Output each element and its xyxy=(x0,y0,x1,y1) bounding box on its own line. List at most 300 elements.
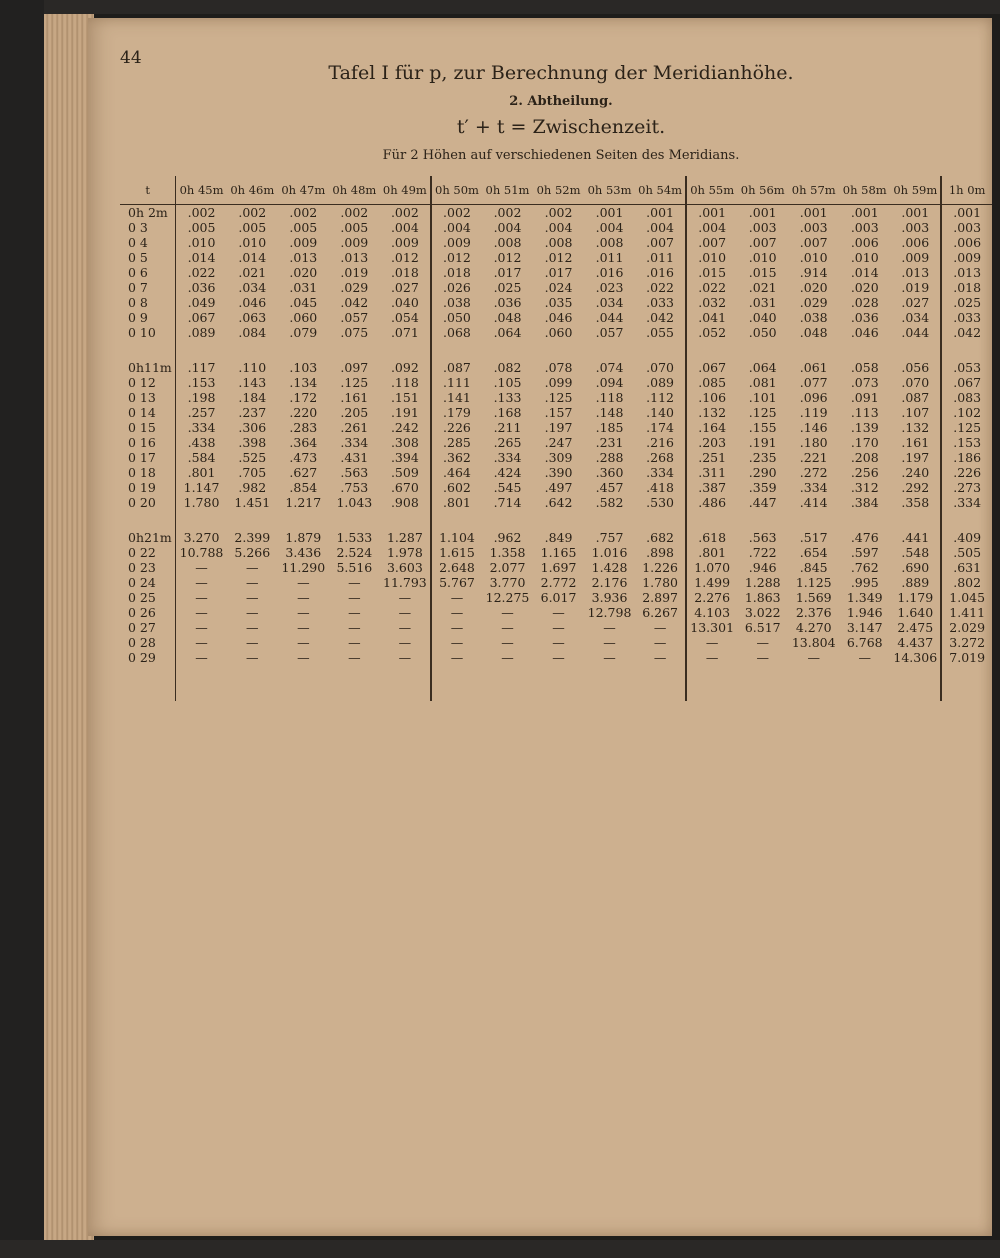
table-cell: .476 xyxy=(850,530,879,545)
table-row xyxy=(120,545,992,560)
table-cell: .714 xyxy=(493,495,522,510)
table-cell: 2.176 xyxy=(591,575,628,590)
table-cell: .002 xyxy=(176,205,227,221)
table-cell: .006 xyxy=(941,235,992,250)
table-cell: .029 xyxy=(340,280,369,295)
table-cell: .106 xyxy=(686,390,737,405)
table-cell: .226 xyxy=(431,420,482,435)
table-cell: 1.165 xyxy=(540,545,577,560)
row-label: 0 20 xyxy=(128,495,156,510)
table-row xyxy=(120,530,992,545)
table-cell: .031 xyxy=(289,280,318,295)
table-cell: .362 xyxy=(431,450,482,465)
table-cell: 4.437 xyxy=(897,635,934,650)
table-cell: .995 xyxy=(850,575,879,590)
table-cell: .464 xyxy=(431,465,482,480)
table-cell: .050 xyxy=(431,310,482,325)
table-cell: .014 xyxy=(850,265,879,280)
table-cell: 2.077 xyxy=(489,560,526,575)
row-label: 0 22 xyxy=(128,545,156,560)
page-subtitle: 2. Abtheilung. xyxy=(509,94,613,109)
table-cell: .898 xyxy=(646,545,674,560)
row-label: 0 8 xyxy=(128,295,148,310)
table-cell: .013 xyxy=(941,265,992,280)
table-cell: .003 xyxy=(850,220,879,235)
table-cell: .067 xyxy=(941,375,992,390)
table-cell: — xyxy=(501,650,514,665)
table-cell: .505 xyxy=(941,545,992,560)
table-cell: .009 xyxy=(340,235,369,250)
table-cell: 1.287 xyxy=(386,530,423,545)
table-cell: .690 xyxy=(901,560,930,575)
table-cell: .105 xyxy=(493,375,522,390)
table-cell: .014 xyxy=(238,250,267,265)
table-cell: 5.516 xyxy=(336,560,373,575)
row-label: 0 28 xyxy=(128,635,156,650)
formula: t′ + t = Zwischenzeit. xyxy=(456,116,666,138)
column-header: 0h 47m xyxy=(278,176,329,205)
table-cell: .113 xyxy=(850,405,879,420)
table-cell: 1.533 xyxy=(336,530,373,545)
table-cell: .012 xyxy=(431,250,482,265)
table-cell: .022 xyxy=(176,265,227,280)
table-cell: .125 xyxy=(544,390,573,405)
table-cell: .801 xyxy=(686,545,737,560)
table-row xyxy=(120,390,992,405)
table-cell: .004 xyxy=(686,220,737,235)
table-cell: 6.768 xyxy=(846,635,883,650)
table-cell: .027 xyxy=(901,295,930,310)
row-label: 0 6 xyxy=(128,265,148,280)
table-cell: — xyxy=(176,620,227,635)
table-row xyxy=(120,360,992,375)
row-label: 0h 2m xyxy=(128,205,168,220)
table-cell: .117 xyxy=(176,360,227,375)
table-cell: .071 xyxy=(390,325,419,340)
table-cell: — xyxy=(176,590,227,605)
table-cell: .006 xyxy=(901,235,930,250)
table-cell: .014 xyxy=(176,250,227,265)
table-cell: .032 xyxy=(686,295,737,310)
row-label: 0 13 xyxy=(128,390,156,405)
table-cell: .682 xyxy=(646,530,674,545)
row-label: 0 10 xyxy=(128,325,156,340)
table-cell: .001 xyxy=(901,205,930,220)
table-cell: .034 xyxy=(238,280,267,295)
table-cell: 1.125 xyxy=(795,575,832,590)
table-cell: .103 xyxy=(289,360,318,375)
table-cell: .414 xyxy=(799,495,828,510)
table-cell: .046 xyxy=(238,295,267,310)
table-cell: .157 xyxy=(544,405,573,420)
table-cell: .049 xyxy=(176,295,227,310)
table-cell: 3.270 xyxy=(176,530,227,545)
column-header: 1h 0m xyxy=(941,176,992,205)
table-cell: 1.879 xyxy=(285,530,322,545)
table-cell: 5.767 xyxy=(431,575,482,590)
table-cell: 2.399 xyxy=(234,530,271,545)
table-cell: .002 xyxy=(544,205,573,220)
table-cell: 1.349 xyxy=(846,590,883,605)
table-cell: .046 xyxy=(850,325,879,340)
table-cell: .801 xyxy=(176,465,227,480)
table-cell: 3.936 xyxy=(591,590,628,605)
table-cell: .063 xyxy=(238,310,267,325)
table-cell: 1.615 xyxy=(431,545,482,560)
table-cell: .087 xyxy=(901,390,930,405)
table-cell: — xyxy=(501,635,514,650)
table-cell: .008 xyxy=(544,235,573,250)
table-cell: 1.411 xyxy=(941,605,992,620)
table-cell: — xyxy=(431,590,482,605)
table-cell: .070 xyxy=(646,360,674,375)
table-cell: .191 xyxy=(390,405,419,420)
table-cell: 10.788 xyxy=(176,545,227,560)
table-cell: — xyxy=(398,620,412,635)
table-cell: .004 xyxy=(390,220,419,235)
table-cell: — xyxy=(686,650,737,665)
table-cell: 2.897 xyxy=(642,590,678,605)
table-cell: 2.524 xyxy=(336,545,373,560)
table-cell: — xyxy=(176,635,227,650)
table-cell: .497 xyxy=(544,480,573,495)
table-cell: .054 xyxy=(390,310,419,325)
table-cell: .012 xyxy=(493,250,522,265)
table-cell: .184 xyxy=(238,390,267,405)
table-cell: .334 xyxy=(493,450,522,465)
table-cell: — xyxy=(398,650,412,665)
table-cell: .908 xyxy=(390,495,419,510)
table-cell: .040 xyxy=(748,310,777,325)
table-cell: .231 xyxy=(595,435,624,450)
table-cell: .172 xyxy=(289,390,318,405)
table-cell: .005 xyxy=(176,220,227,235)
table-cell: .096 xyxy=(799,390,828,405)
table-cell: .056 xyxy=(901,360,930,375)
table-row xyxy=(120,220,992,235)
table-cell: .174 xyxy=(646,420,674,435)
table-cell: .042 xyxy=(340,295,369,310)
table-cell: .334 xyxy=(941,495,992,510)
table-cell: .132 xyxy=(686,405,737,420)
table-cell: .010 xyxy=(686,250,737,265)
table-cell: .004 xyxy=(493,220,522,235)
table-cell: .247 xyxy=(544,435,573,450)
table-cell: 3.770 xyxy=(489,575,526,590)
table-cell: .042 xyxy=(646,310,674,325)
table-cell: .563 xyxy=(748,530,777,545)
column-header: 0h 49m xyxy=(380,176,431,205)
table-cell: .085 xyxy=(686,375,737,390)
table-cell: .031 xyxy=(748,295,777,310)
table-cell: .424 xyxy=(493,465,522,480)
table-cell: 1.499 xyxy=(686,575,737,590)
table-cell: .026 xyxy=(431,280,482,295)
table-row xyxy=(120,480,992,495)
table-cell: 1.217 xyxy=(285,495,322,510)
table-cell: 3.603 xyxy=(386,560,423,575)
table-cell: 6.267 xyxy=(642,605,678,620)
table-cell: .438 xyxy=(176,435,227,450)
table-cell: .067 xyxy=(686,360,737,375)
table-cell: .384 xyxy=(850,495,879,510)
table-cell: .642 xyxy=(544,495,573,510)
table-cell: .045 xyxy=(289,295,318,310)
table-cell: .197 xyxy=(544,420,573,435)
table-cell: .179 xyxy=(431,405,482,420)
table-cell: — xyxy=(756,650,769,665)
table-cell: .028 xyxy=(850,295,879,310)
table-cell: .048 xyxy=(799,325,828,340)
table-cell: 4.270 xyxy=(795,620,832,635)
table-cell: .003 xyxy=(748,220,777,235)
row-label: 0 27 xyxy=(128,620,156,635)
table-cell: .102 xyxy=(941,405,992,420)
table-cell: — xyxy=(176,575,227,590)
table-row xyxy=(120,420,992,435)
table-cell: — xyxy=(176,650,227,665)
table-cell: 1.104 xyxy=(431,530,482,545)
table-cell: .008 xyxy=(493,235,522,250)
table-cell: .334 xyxy=(646,465,674,480)
table-cell: .010 xyxy=(850,250,879,265)
table-row xyxy=(120,620,992,635)
table-cell: .022 xyxy=(686,280,737,295)
table-cell: .020 xyxy=(799,280,828,295)
table-cell: .001 xyxy=(941,205,992,221)
table-cell: 1.978 xyxy=(386,545,423,560)
column-header: 0h 52m xyxy=(533,176,584,205)
table-cell: — xyxy=(552,620,565,635)
row-label: 0 7 xyxy=(128,280,148,295)
table-cell: .914 xyxy=(799,265,828,280)
table-cell: — xyxy=(501,620,514,635)
table-cell: — xyxy=(176,605,227,620)
spacer-row xyxy=(120,510,992,530)
table-cell: .161 xyxy=(901,435,930,450)
table-cell: .101 xyxy=(748,390,777,405)
table-cell: .057 xyxy=(340,310,369,325)
table-cell: .075 xyxy=(340,325,369,340)
table-cell: .097 xyxy=(340,360,369,375)
table-cell: .186 xyxy=(941,450,992,465)
table-cell: — xyxy=(348,650,361,665)
table-cell: .509 xyxy=(390,465,419,480)
table-cell: .029 xyxy=(799,295,828,310)
table-cell: .077 xyxy=(799,375,828,390)
table-cell: .197 xyxy=(901,450,930,465)
row-label: 0 29 xyxy=(128,650,156,665)
table-cell: .001 xyxy=(646,205,674,220)
table-cell: .670 xyxy=(390,480,419,495)
meridian-table xyxy=(120,176,992,701)
table-cell: .046 xyxy=(544,310,573,325)
table-row xyxy=(120,205,992,221)
table-cell: — xyxy=(297,620,310,635)
table-cell: 13.804 xyxy=(791,635,836,650)
table-row xyxy=(120,250,992,265)
page-number: 44 xyxy=(120,48,142,68)
table-cell: 1.640 xyxy=(897,605,934,620)
table-cell: — xyxy=(756,635,769,650)
table-cell: .013 xyxy=(289,250,318,265)
row-label: 0 18 xyxy=(128,465,156,480)
table-cell: .180 xyxy=(799,435,828,450)
table-cell: 2.772 xyxy=(540,575,577,590)
table-cell: .033 xyxy=(646,295,674,310)
table-cell: .064 xyxy=(493,325,522,340)
table-cell: — xyxy=(653,635,667,650)
table-cell: .390 xyxy=(544,465,573,480)
table-cell: .048 xyxy=(493,310,522,325)
table-cell: .309 xyxy=(544,450,573,465)
table-cell: .256 xyxy=(850,465,879,480)
table-cell: .285 xyxy=(431,435,482,450)
table-cell: 1.147 xyxy=(176,480,227,495)
table-cell: .015 xyxy=(748,265,777,280)
table-cell: 1.016 xyxy=(591,545,628,560)
row-label: 0 14 xyxy=(128,405,156,420)
table-cell: .125 xyxy=(748,405,777,420)
table-row xyxy=(120,310,992,325)
table-cell: .447 xyxy=(748,495,777,510)
table-cell: — xyxy=(653,620,667,635)
table-cell: 1.070 xyxy=(686,560,737,575)
row-label: 0 26 xyxy=(128,605,156,620)
table-cell: 12.798 xyxy=(587,605,632,620)
table-cell: .334 xyxy=(799,480,828,495)
table-row xyxy=(120,635,992,650)
table-cell: .004 xyxy=(431,220,482,235)
table-cell: 12.275 xyxy=(485,590,530,605)
table-cell: .005 xyxy=(289,220,318,235)
table-cell: .003 xyxy=(799,220,828,235)
table-cell: — xyxy=(398,635,412,650)
table-cell: .334 xyxy=(340,435,369,450)
table-cell: — xyxy=(807,650,820,665)
table-cell: .849 xyxy=(544,530,573,545)
table-cell: .118 xyxy=(595,390,624,405)
table-cell: .019 xyxy=(340,265,369,280)
table-cell: — xyxy=(348,575,361,590)
table-cell: .040 xyxy=(390,295,419,310)
table-cell: — xyxy=(297,575,310,590)
table-cell: .003 xyxy=(901,220,930,235)
table-cell: 2.376 xyxy=(795,605,832,620)
table-cell: .548 xyxy=(901,545,930,560)
table-cell: .631 xyxy=(941,560,992,575)
table-cell: .052 xyxy=(686,325,737,340)
table-cell: .141 xyxy=(431,390,482,405)
table-cell: 7.019 xyxy=(941,650,992,665)
table-cell: — xyxy=(552,635,565,650)
row-label: 0 12 xyxy=(128,375,156,390)
column-header: 0h 59m xyxy=(890,176,941,205)
table-cell: 3.022 xyxy=(744,605,781,620)
table-cell: .010 xyxy=(176,235,227,250)
table-cell: — xyxy=(176,560,227,575)
table-cell: — xyxy=(398,605,412,620)
table-cell: .139 xyxy=(850,420,879,435)
table-cell: .034 xyxy=(901,310,930,325)
table-row xyxy=(120,265,992,280)
table-cell: .118 xyxy=(390,375,419,390)
table-cell: — xyxy=(686,635,737,650)
table-cell: .143 xyxy=(238,375,267,390)
table-row xyxy=(120,280,992,295)
row-label: 0 24 xyxy=(128,575,156,590)
table-cell: — xyxy=(246,575,259,590)
table-cell: — xyxy=(246,605,259,620)
table-cell: 1.780 xyxy=(176,495,227,510)
table-cell: .001 xyxy=(686,205,737,221)
table-cell: .044 xyxy=(901,325,930,340)
table-cell: .525 xyxy=(238,450,267,465)
row-label: 0 4 xyxy=(128,235,148,250)
table-cell: 1.358 xyxy=(489,545,526,560)
table-cell: .018 xyxy=(390,265,419,280)
table-cell: .022 xyxy=(646,280,674,295)
table-cell: .140 xyxy=(646,405,674,420)
table-cell: .308 xyxy=(390,435,419,450)
table-cell: .067 xyxy=(176,310,227,325)
table-cell: — xyxy=(603,620,616,635)
table-cell: .268 xyxy=(646,450,674,465)
table-cell: .265 xyxy=(493,435,522,450)
table-cell: .946 xyxy=(748,560,777,575)
table-cell: — xyxy=(603,635,616,650)
table-cell: .013 xyxy=(901,265,930,280)
table-cell: .164 xyxy=(686,420,737,435)
table-cell: .387 xyxy=(686,480,737,495)
row-label: 0 5 xyxy=(128,250,148,265)
table-cell: .211 xyxy=(493,420,522,435)
table-cell: .002 xyxy=(431,205,482,221)
table-row xyxy=(120,495,992,510)
table-cell: .021 xyxy=(748,280,777,295)
table-cell: .011 xyxy=(595,250,624,265)
table-cell: .235 xyxy=(748,450,777,465)
column-header: 0h 57m xyxy=(788,176,839,205)
table-row xyxy=(120,325,992,340)
table-cell: .001 xyxy=(748,205,777,220)
table-cell: .441 xyxy=(901,530,930,545)
table-cell: .024 xyxy=(544,280,573,295)
row-label: 0 17 xyxy=(128,450,156,465)
table-cell: .082 xyxy=(493,360,522,375)
table-cell: — xyxy=(297,635,310,650)
table-cell: .020 xyxy=(289,265,318,280)
table-cell: .084 xyxy=(238,325,267,340)
table-cell: .002 xyxy=(340,205,369,220)
table-cell: .530 xyxy=(646,495,674,510)
table-cell: .982 xyxy=(238,480,267,495)
table-cell: .237 xyxy=(238,405,267,420)
table-cell: .061 xyxy=(799,360,828,375)
table-cell: .334 xyxy=(176,420,227,435)
table-cell: .042 xyxy=(941,325,992,340)
table-cell: .753 xyxy=(340,480,369,495)
table-cell: 1.569 xyxy=(795,590,832,605)
table-cell: .053 xyxy=(941,360,992,375)
spacer-row xyxy=(120,665,992,701)
page-edges xyxy=(44,14,94,1240)
table-cell: .004 xyxy=(646,220,674,235)
table-cell: — xyxy=(653,650,667,665)
table-cell: .148 xyxy=(595,405,624,420)
table-cell: 1.780 xyxy=(642,575,678,590)
table-cell: .845 xyxy=(799,560,828,575)
